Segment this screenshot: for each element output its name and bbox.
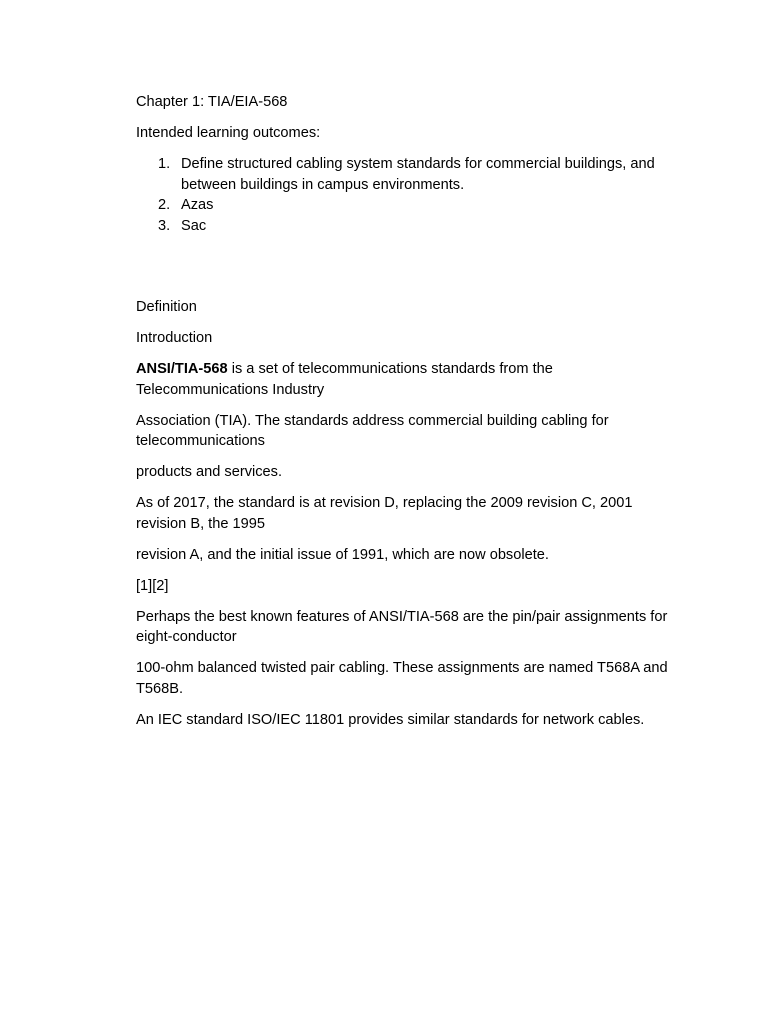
paragraph-2: Association (TIA). The standards address commercial building cabling for telecommunications	[136, 412, 609, 449]
list-item	[136, 216, 676, 237]
paragraph-8: 100-ohm balanced twisted pair cabling. These assignments are named T568A and T568B.	[136, 660, 668, 697]
outcomes-heading: Intended learning outcomes:	[136, 125, 321, 141]
paragraph-5: revision A, and the initial issue of 1991, which are now obsolete.	[136, 546, 549, 563]
list-item-number: 2.	[158, 197, 171, 213]
paragraph-9: An IEC standard ISO/IEC 11801 provides similar standards for network cables.	[136, 711, 645, 728]
list-item-text: Sac	[181, 217, 207, 234]
blank-space	[136, 236, 676, 297]
paragraph-3: products and services.	[136, 464, 283, 480]
list-item-text: Define structured cabling system standards for commercial buildings, and between buildings in campus environments.	[181, 156, 655, 193]
citation-refs: [1][2]	[136, 577, 169, 594]
paragraph-1-bold-term: ANSI/TIA-568	[136, 361, 228, 377]
list-item-number: 1.	[158, 156, 171, 172]
paragraph-7: Perhaps the best known features of ANSI/TIA-568 are the pin/pair assignments for eight-conductor	[136, 608, 668, 645]
document-body	[136, 92, 676, 741]
introduction-heading: Introduction	[136, 330, 213, 346]
list-item-text: Azas	[181, 197, 214, 213]
chapter-title: Chapter 1: TIA/EIA-568	[136, 94, 288, 110]
paragraph-1-text: is a set of telecommunications standards from the Telecommunications Industry	[136, 361, 553, 398]
list-item	[136, 154, 676, 195]
paragraph-4: As of 2017, the standard is at revision D, replacing the 2009 revision C, 2001 revision B, the 1995	[136, 495, 633, 532]
list-item	[136, 195, 676, 216]
paragraph-1	[136, 359, 676, 400]
list-item-number: 3.	[158, 217, 171, 234]
outcomes-list	[136, 154, 676, 236]
definition-heading: Definition	[136, 299, 197, 315]
